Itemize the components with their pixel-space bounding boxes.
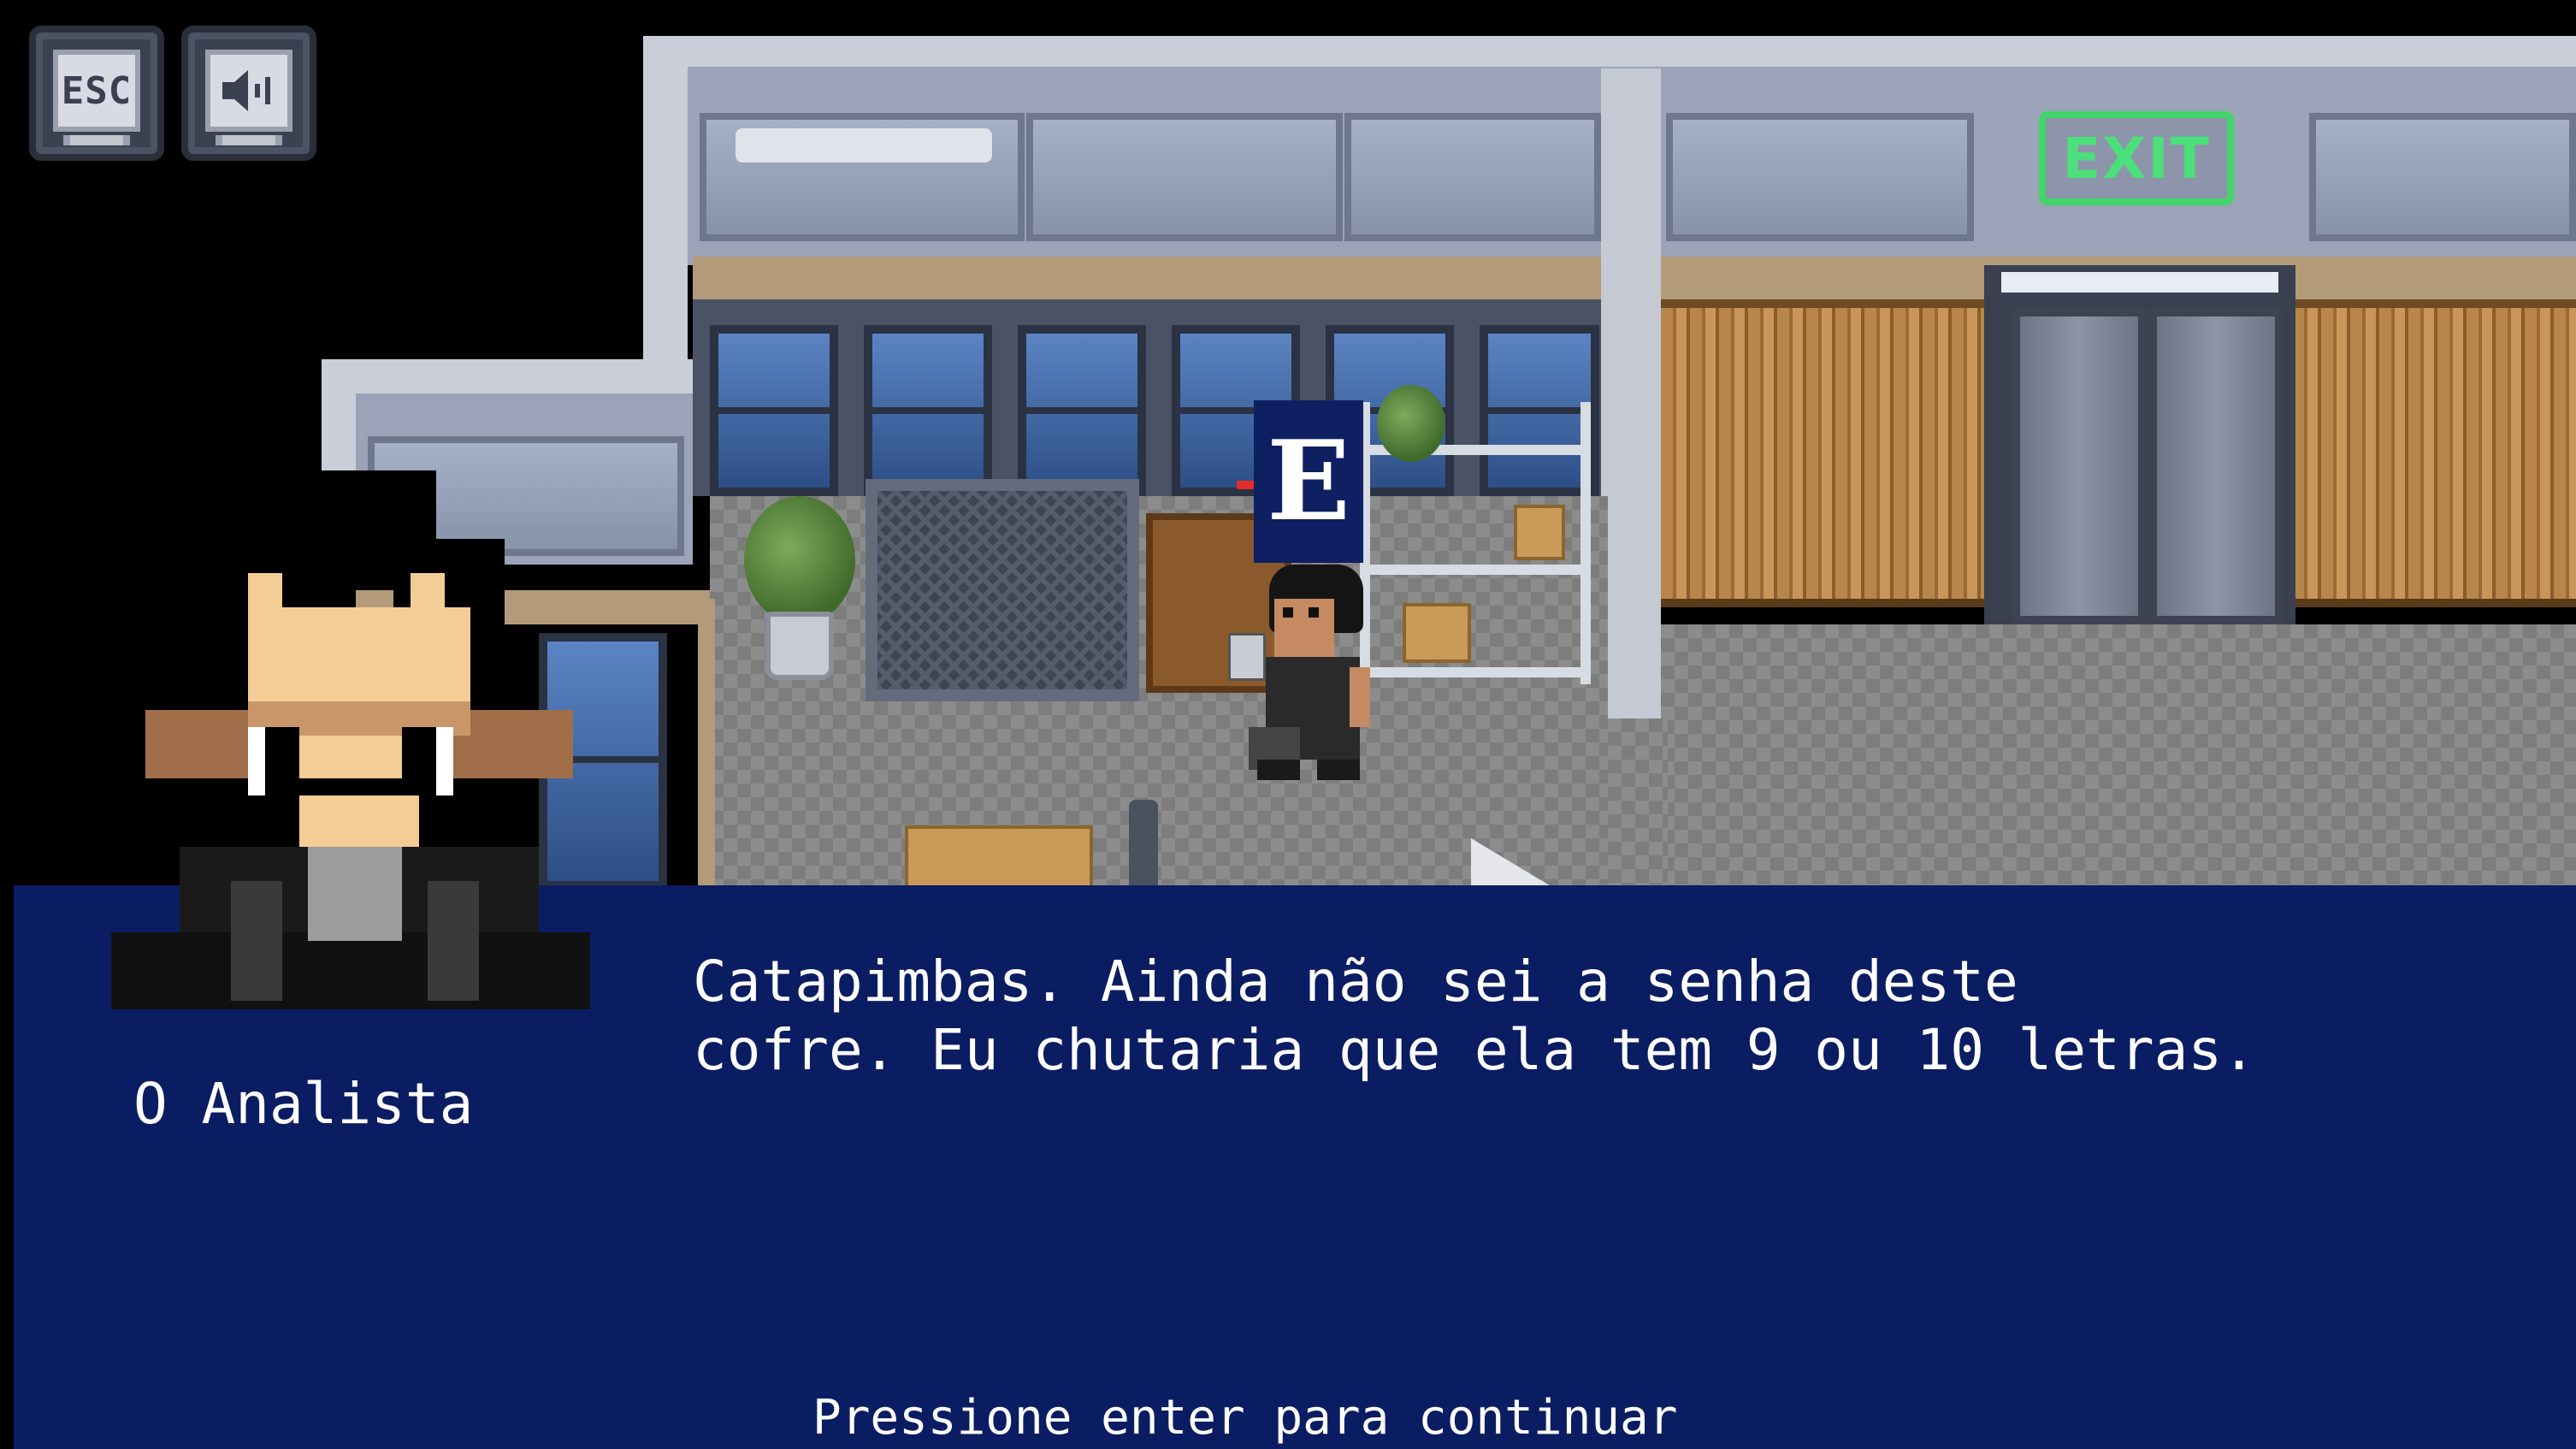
upper-window bbox=[2309, 113, 2576, 241]
upper-window bbox=[1026, 113, 1343, 241]
bottle bbox=[1129, 800, 1158, 885]
box bbox=[1403, 603, 1471, 663]
left-frame bbox=[698, 599, 715, 885]
marker-pin bbox=[1237, 481, 1254, 489]
upper-window bbox=[1666, 113, 1974, 241]
shelf-plant-icon bbox=[1377, 385, 1445, 462]
wire-cabinet bbox=[866, 479, 1139, 701]
plant-pot bbox=[765, 612, 834, 680]
interact-key-label: E bbox=[1267, 417, 1350, 546]
box bbox=[1514, 505, 1565, 560]
escape-button[interactable] bbox=[29, 26, 164, 161]
wood-panel bbox=[2292, 299, 2576, 607]
exit-door-right[interactable] bbox=[2148, 308, 2284, 624]
safe-keypad[interactable] bbox=[1228, 633, 1266, 681]
desk bbox=[905, 825, 1093, 885]
left-roof bbox=[325, 359, 693, 393]
door-light bbox=[2001, 272, 2278, 293]
pillar bbox=[1601, 68, 1661, 719]
exit-sign bbox=[2039, 111, 2234, 205]
exit-door-left[interactable] bbox=[2012, 308, 2147, 624]
sound-plate bbox=[205, 50, 292, 132]
roof-trim bbox=[650, 36, 2576, 67]
speaker-portrait bbox=[111, 470, 590, 1009]
cursor-arrow bbox=[1471, 838, 1557, 885]
speaker-icon bbox=[219, 67, 279, 115]
shelf-board bbox=[1368, 667, 1582, 677]
escape-label: ESC bbox=[61, 68, 133, 113]
floor bbox=[1608, 719, 1668, 885]
ceiling-light bbox=[736, 128, 992, 163]
shelf-board bbox=[1368, 565, 1582, 575]
interact-key-marker bbox=[1254, 400, 1363, 563]
window bbox=[864, 325, 992, 496]
continue-prompt[interactable]: Pressione enter para continuar bbox=[812, 1390, 1678, 1446]
dialog-text: Catapimbas. Ainda não sei a senha deste cofre. Eu chutaria que ela tem 9 ou 10 letras. bbox=[693, 949, 2256, 1083]
escape-plate bbox=[53, 50, 140, 132]
window bbox=[1018, 325, 1146, 496]
exit-sign-text: EXIT bbox=[2062, 125, 2211, 192]
speaker-name: O Analista bbox=[133, 1071, 474, 1137]
plant-icon bbox=[744, 496, 855, 624]
floor bbox=[1661, 624, 2576, 885]
left-roof-edge bbox=[322, 359, 356, 479]
wood-panel bbox=[1661, 299, 1986, 607]
sound-toggle-button[interactable] bbox=[181, 26, 316, 161]
upper-window bbox=[1344, 113, 1601, 241]
roof-trim-left bbox=[643, 36, 688, 395]
window bbox=[710, 325, 838, 496]
